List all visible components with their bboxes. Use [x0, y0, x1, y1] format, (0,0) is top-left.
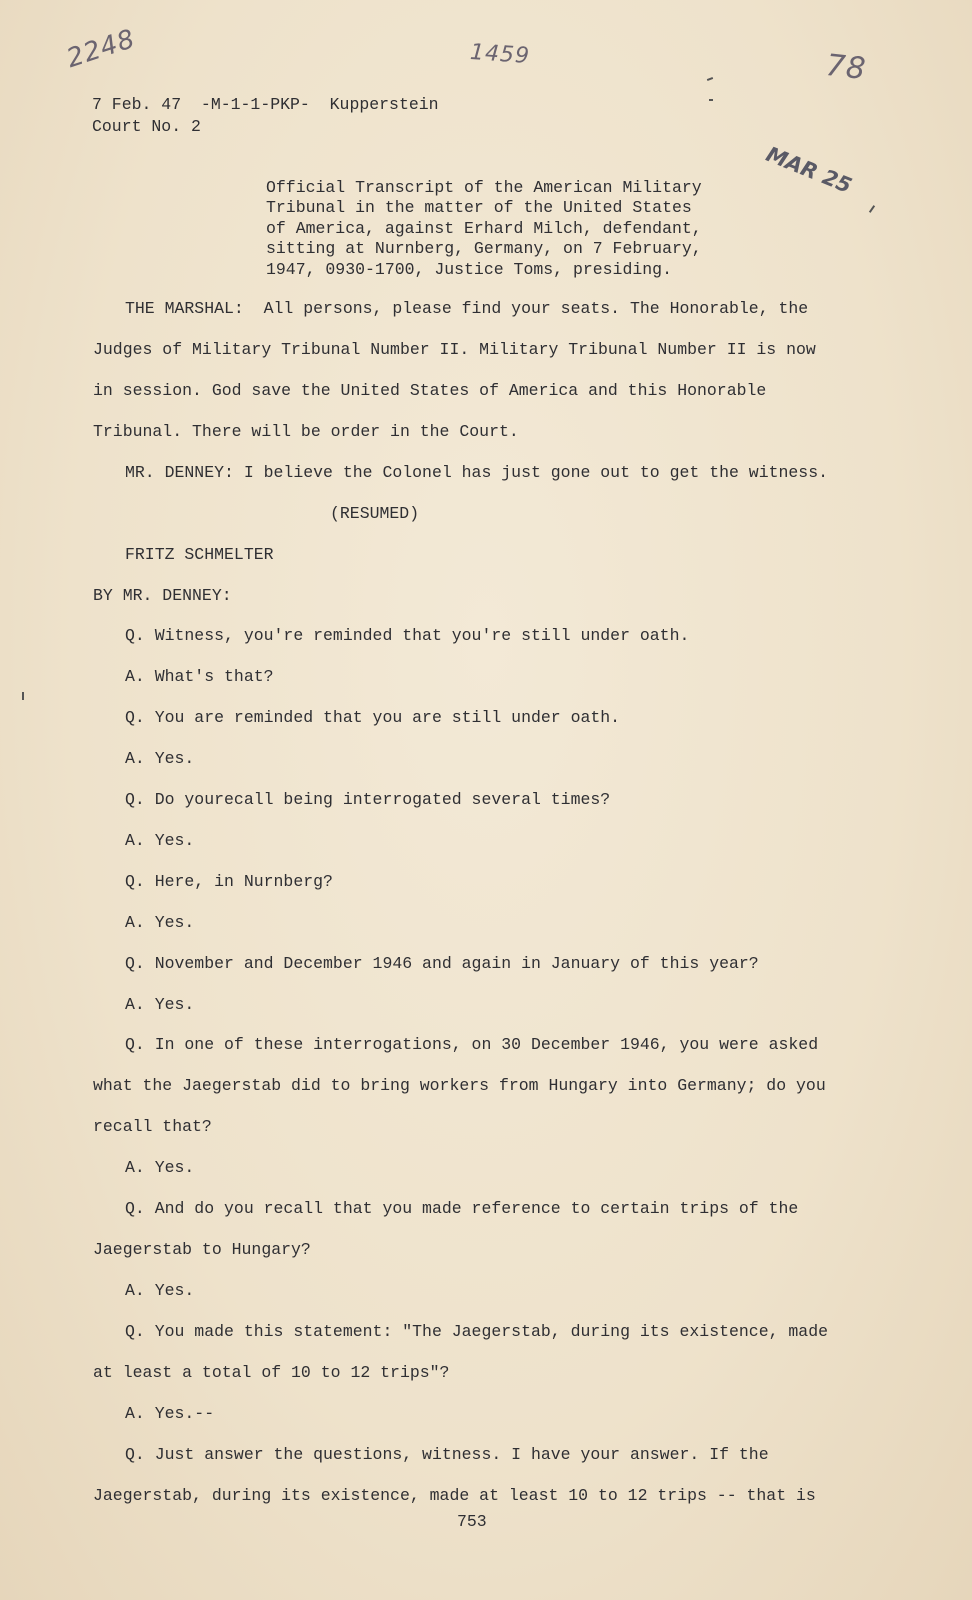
transcript-line: FRITZ SCHMELTER: [125, 545, 274, 564]
transcript-line: A. Yes.: [125, 1158, 195, 1177]
transcript-line: A. Yes.: [125, 749, 195, 768]
transcript-line: Judges of Military Tribunal Number II. Military Tribunal Number II is now: [93, 340, 816, 359]
transcript-line: A. Yes.: [125, 831, 195, 850]
transcript-line: BY MR. DENNEY:: [93, 586, 232, 605]
caption-line: of America, against Erhard Milch, defendant,: [266, 219, 702, 238]
handwritten-page-number-center: 1459: [469, 39, 531, 70]
date-stamp: MAR 25: [762, 142, 856, 198]
transcript-line: Q. In one of these interrogations, on 30 December 1946, you were asked: [125, 1035, 819, 1054]
transcript-line: A. Yes.: [125, 1281, 195, 1300]
stray-mark: [709, 99, 713, 101]
transcript-line: A. Yes.: [125, 913, 195, 932]
transcript-line: Q. Witness, you're reminded that you're still under oath.: [125, 626, 690, 645]
transcript-line: Q. Do yourecall being interrogated several times?: [125, 790, 611, 809]
transcript-line: A. What's that?: [125, 667, 274, 686]
transcript-line: what the Jaegerstab did to bring workers from Hungary into Germany; do you: [93, 1076, 826, 1095]
transcript-line: (RESUMED): [330, 504, 420, 523]
caption-line: sitting at Nurnberg, Germany, on 7 February,: [266, 239, 702, 258]
transcript-line: Q. And do you recall that you made reference to certain trips of the: [125, 1199, 799, 1218]
transcript-line: Q. November and December 1946 and again in January of this year?: [125, 954, 759, 973]
caption-line: Official Transcript of the American Military: [266, 178, 702, 197]
transcript-line: Jaegerstab to Hungary?: [93, 1240, 311, 1259]
transcript-line: Q. Just answer the questions, witness. I have your answer. If the: [125, 1445, 769, 1464]
handwritten-page-number-left: 2248: [63, 23, 140, 75]
transcript-line: at least a total of 10 to 12 trips"?: [93, 1363, 450, 1382]
transcript-line: in session. God save the United States of America and this Honorable: [93, 381, 767, 400]
transcript-line: Jaegerstab, during its existence, made at least 10 to 12 trips -- that is: [93, 1486, 816, 1505]
header-line-1: 7 Feb. 47 -M-1-1-PKP- Kupperstein: [92, 95, 439, 114]
caption-line: Tribunal in the matter of the United States: [266, 198, 692, 217]
stray-mark: [22, 692, 24, 700]
caption-line: 1947, 0930-1700, Justice Toms, presiding.: [266, 260, 672, 279]
stray-mark: [869, 205, 875, 213]
transcript-line: Q. Here, in Nurnberg?: [125, 872, 333, 891]
transcript-line: Q. You made this statement: "The Jaegerstab, during its existence, made: [125, 1322, 829, 1341]
transcript-line: THE MARSHAL: All persons, please find your seats. The Honorable, the: [125, 299, 809, 318]
page-number: 753: [457, 1512, 487, 1531]
transcript-line: MR. DENNEY: I believe the Colonel has just gone out to get the witness.: [125, 463, 829, 482]
transcript-line: recall that?: [93, 1117, 212, 1136]
transcript-line: A. Yes.--: [125, 1404, 215, 1423]
header-line-2: Court No. 2: [92, 117, 201, 136]
transcript-line: Q. You are reminded that you are still under oath.: [125, 708, 621, 727]
transcript-line: Tribunal. There will be order in the Court.: [93, 422, 519, 441]
stray-mark: [707, 77, 713, 81]
transcript-line: A. Yes.: [125, 995, 195, 1014]
handwritten-page-number-right: 78: [824, 47, 868, 88]
